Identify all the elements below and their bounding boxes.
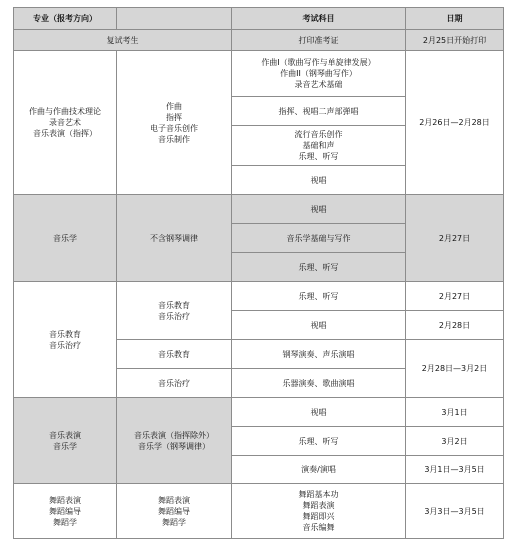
musicology-date: 2月27日	[406, 195, 504, 282]
dance-major: 舞蹈表演 舞蹈编导 舞蹈学	[14, 484, 117, 539]
header-major: 专业（报考方向）	[14, 8, 117, 30]
musicology-direction: 不含钢琴调律	[117, 195, 232, 282]
performance-row-1	[14, 398, 504, 427]
education-direction-combined: 音乐教育 音乐治疗	[117, 282, 232, 340]
musicology-row-1	[14, 195, 504, 224]
musicology-subject-1: 视唱	[232, 195, 406, 224]
composition-major: 作曲与作曲技术理论 录音艺术 音乐表演（指挥）	[14, 51, 117, 195]
composition-subject-3: 流行音乐创作 基础和声 乐理、听写	[232, 126, 406, 166]
dance-row	[14, 484, 504, 539]
education-row-1	[14, 282, 504, 311]
performance-date-3: 3月1日—3月5日	[406, 456, 504, 484]
header-spacer	[117, 8, 232, 30]
header-subjects: 考试科目	[232, 8, 406, 30]
composition-row-1	[14, 51, 504, 97]
education-date-2: 2月28日	[406, 311, 504, 340]
education-date-1: 2月27日	[406, 282, 504, 311]
performance-major: 音乐表演 音乐学	[14, 398, 117, 484]
table-header-row	[14, 8, 504, 30]
dance-date: 3月3日—3月5日	[406, 484, 504, 539]
performance-date-2: 3月2日	[406, 427, 504, 456]
performance-direction: 音乐表演（指挥除外） 音乐学（钢琴调律）	[117, 398, 232, 484]
education-shared-date: 2月28日—3月2日	[406, 340, 504, 398]
dance-direction: 舞蹈表演 舞蹈编导 舞蹈学	[117, 484, 232, 539]
education-direction-therapy: 音乐治疗	[117, 369, 232, 398]
header-date: 日期	[406, 8, 504, 30]
performance-subject-3: 演奏/演唱	[232, 456, 406, 484]
performance-subject-1: 视唱	[232, 398, 406, 427]
composition-subject-4: 视唱	[232, 166, 406, 195]
education-subject-edu: 钢琴演奏、声乐演唱	[232, 340, 406, 369]
composition-subject-1: 作曲I（歌曲写作与单旋律发展） 作曲II（钢琴曲写作） 录音艺术基础	[232, 51, 406, 97]
education-subject-1: 乐理、听写	[232, 282, 406, 311]
composition-date: 2月26日—2月28日	[406, 51, 504, 195]
musicology-subject-3: 乐理、听写	[232, 253, 406, 282]
retest-date: 2月25日开始打印	[406, 30, 504, 51]
exam-schedule-table	[13, 7, 504, 539]
retest-subject: 打印准考证	[232, 30, 406, 51]
composition-direction: 作曲 指挥 电子音乐创作 音乐制作	[117, 51, 232, 195]
performance-date-1: 3月1日	[406, 398, 504, 427]
education-major: 音乐教育 音乐治疗	[14, 282, 117, 398]
dance-subjects: 舞蹈基本功 舞蹈表演 舞蹈即兴 音乐编舞	[232, 484, 406, 539]
education-subject-2: 视唱	[232, 311, 406, 340]
composition-subject-2: 指挥、视唱二声部弹唱	[232, 97, 406, 126]
education-direction-edu: 音乐教育	[117, 340, 232, 369]
education-subject-therapy: 乐器演奏、歌曲演唱	[232, 369, 406, 398]
retest-row	[14, 30, 504, 51]
musicology-subject-2: 音乐学基础与写作	[232, 224, 406, 253]
performance-subject-2: 乐理、听写	[232, 427, 406, 456]
musicology-major: 音乐学	[14, 195, 117, 282]
retest-label: 复试考生	[14, 30, 232, 51]
